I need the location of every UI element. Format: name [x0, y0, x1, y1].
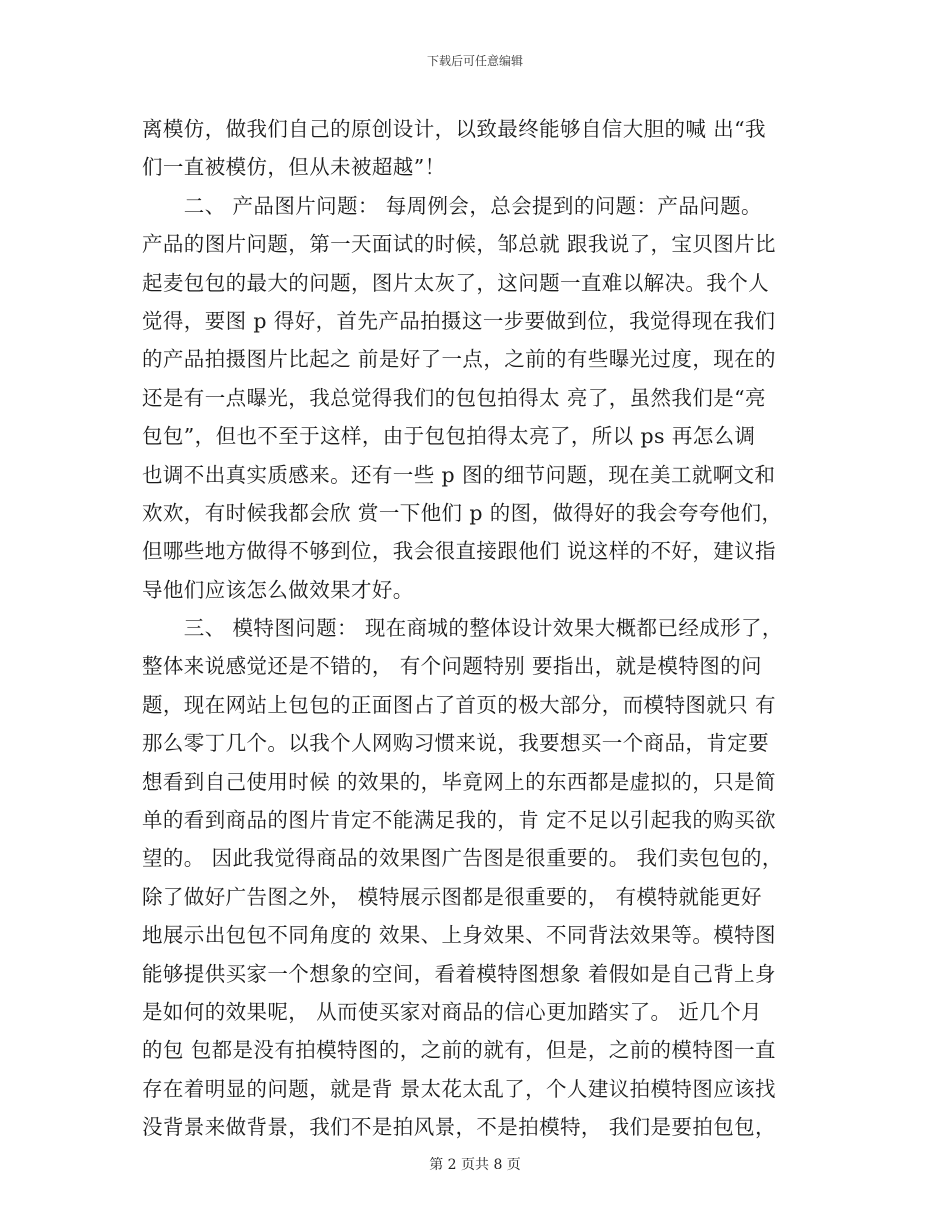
- text-line: 导他们应该怎么做效果才好。: [142, 577, 414, 602]
- text-line: 除了做好广告图之外， 模特展示图都是很重要的， 有模特就能更好: [142, 884, 762, 909]
- text-line: 整体来说感觉还是不错的， 有个问题特别 要指出，就是模特图的问: [142, 654, 762, 679]
- text-line: 觉得，要图 p 得好，首先产品拍摄这一步要做到位，我觉得现在我们: [142, 308, 776, 333]
- page-number: 第 2 页共 8 页: [429, 1157, 521, 1173]
- text-line: 还是有一点曝光，我总觉得我们的包包拍得太 亮了，虽然我们是“亮: [142, 385, 766, 410]
- text-line: 没背景来做背景，我们不是拍风景，不是拍模特， 我们是要拍包包，: [142, 1115, 776, 1140]
- text-line: 起麦包包的最大的问题，图片太灰了，这问题一直难以解决。我个人: [142, 270, 769, 295]
- text-line: 单的看到商品的图片肯定不能满足我的，肯 定不足以引起我的购买欲: [142, 808, 776, 833]
- text-line: 是如何的效果呢， 从而使买家对商品的信心更加踏实了。 近几个月: [142, 999, 762, 1024]
- text-line: 但哪些地方做得不够到位，我会很直接跟他们 说这样的不好，建议指: [142, 539, 776, 564]
- text-line: 三、 模特图问题： 现在商城的整体设计效果大概都已经成形了，: [142, 616, 783, 641]
- text-line: 们一直被模仿，但从未被超越”！: [142, 155, 446, 180]
- text-line: 题，现在网站上包包的正面图占了首页的极大部分，而模特图就只 有: [142, 692, 776, 717]
- text-line: 想看到自己使用时候 的效果的，毕竟网上的东西都是虚拟的，只是简: [142, 769, 776, 794]
- text-line: 地展示出包包不同角度的 效果、上身效果、不同背法效果等。模特图: [142, 923, 776, 948]
- text-line: 那么零丁几个。以我个人网购习惯来说，我要想买一个商品，肯定要: [142, 731, 769, 756]
- text-line: 包包”，但也不至于这样，由于包包拍得太亮了，所以 ps 再怎么调: [142, 424, 756, 449]
- text-line: 离模仿，做我们自己的原创设计，以致最终能够自信大胆的喊 出“我: [142, 117, 766, 141]
- text-line: 望的。 因此我觉得商品的效果图广告图是很重要的。 我们卖包包的，: [142, 846, 783, 871]
- text-line: 也调不出真实质感来。还有一些 p 图的细节问题，现在美工就啊文和: [142, 462, 776, 487]
- text-line: 的产品拍摄图片比起之 前是好了一点，之前的有些曝光过度，现在的: [142, 347, 776, 372]
- text-line: 二、 产品图片问题： 每周例会，总会提到的问题：产品问题。: [142, 193, 762, 218]
- text-line: 能够提供买家一个想象的空间，看着模特图想象 着假如是自己背上身: [142, 961, 776, 986]
- text-line: 的包 包都是没有拍模特图的，之前的就有，但是，之前的模特图一直: [142, 1038, 776, 1063]
- text-line: 存在着明显的问题，就是背 景太花太乱了，个人建议拍模特图应该找: [142, 1076, 776, 1101]
- page-header: 下载后可任意编辑: [426, 54, 523, 68]
- text-line: 产品的图片问题，第一天面试的时候，邹总就 跟我说了，宝贝图片比: [142, 232, 776, 257]
- text-line: 欢欢，有时候我都会欣 赏一下他们 p 的图，做得好的我会夸夸他们，: [142, 500, 783, 525]
- document-body: [142, 110, 812, 1147]
